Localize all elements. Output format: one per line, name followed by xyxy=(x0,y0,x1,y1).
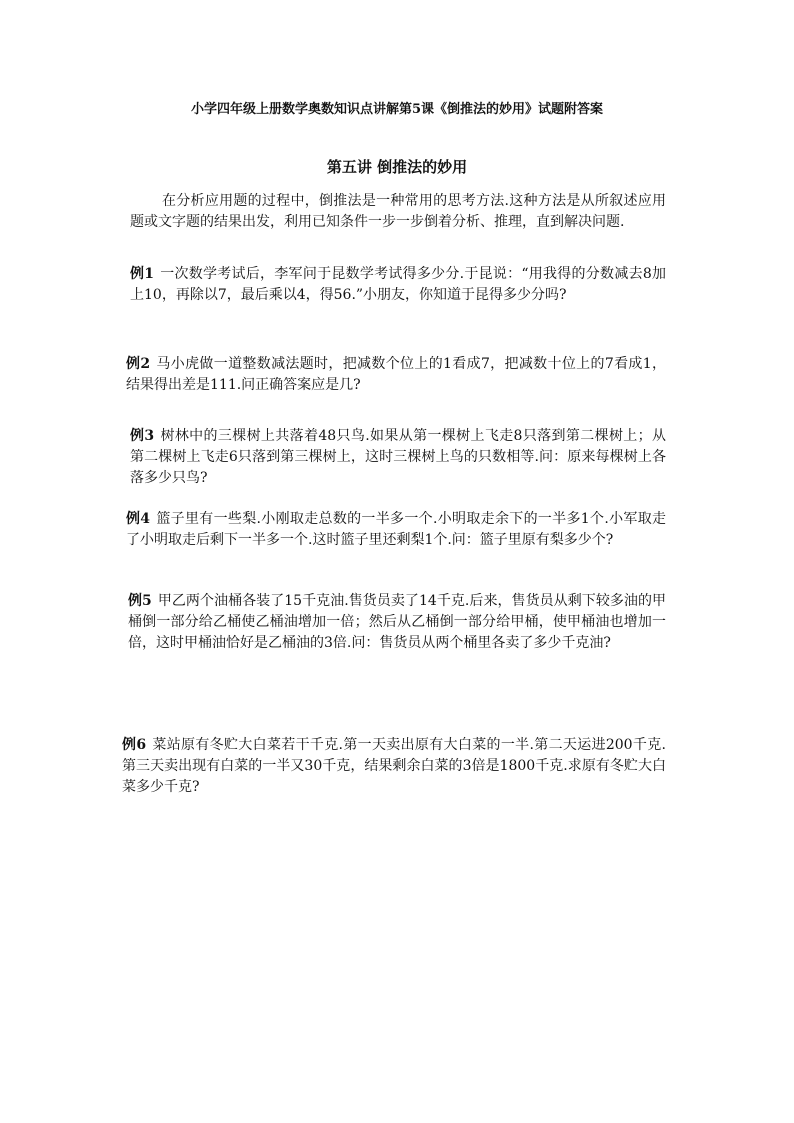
example-5-label: 例5 xyxy=(128,593,152,609)
example-6 xyxy=(122,735,666,798)
example-4 xyxy=(126,509,666,551)
example-2 xyxy=(126,354,666,396)
example-5-text: 甲乙两个油桶各装了15千克油.售货员卖了14千克.后来，售货员从剩下较多油的甲桶倒一部分给乙桶使乙桶油增加一倍；然后从乙桶倒一部分给甲桶，使甲桶油也增加一倍，这时甲桶油恰好是乙桶油的3倍.问：售货员从两个桶里各卖了多少千克油? xyxy=(128,593,666,651)
example-2-text: 马小虎做一道整数减法题时，把减数个位上的1看成7，把减数十位上的7看成1，结果得出差是111.问正确答案应是几? xyxy=(126,356,666,393)
example-3-label: 例3 xyxy=(130,428,155,444)
example-6-text: 菜站原有冬贮大白菜若干千克.第一天卖出原有大白菜的一半.第二天运进200千克.第三天卖出现有白菜的一半又30千克，结果剩余白菜的3倍是1800千克.求原有冬贮大白菜多少千克? xyxy=(122,737,666,795)
example-4-text: 篮子里有一些梨.小刚取走总数的一半多一个.小明取走余下的一半多1个.小军取走了小明取走后剩下一半多一个.这时篮子里还剩梨1个.问：篮子里原有梨多少个? xyxy=(126,511,666,548)
example-5 xyxy=(128,591,666,654)
document-title: 小学四年级上册数学奥数知识点讲解第5课《倒推法的妙用》试题附答案 xyxy=(190,102,604,117)
example-2-label: 例2 xyxy=(126,356,151,372)
example-3 xyxy=(130,426,666,489)
lesson-title: 第五讲 倒推法的妙用 xyxy=(326,158,468,176)
example-4-label: 例4 xyxy=(126,511,151,527)
example-1-text: 一次数学考试后，李军问于昆数学考试得多少分.于昆说：“用我得的分数减去8加上10，再除以7，最后乘以4，得56.”小朋友，你知道于昆得多少分吗? xyxy=(130,266,666,303)
example-6-label: 例6 xyxy=(122,737,147,753)
example-3-text: 树林中的三棵树上共落着48只鸟.如果从第一棵树上飞走8只落到第二棵树上；从第二棵树上飞走6只落到第三棵树上，这时三棵树上鸟的只数相等.问：原来每棵树上各落多少只鸟? xyxy=(130,428,667,486)
example-1-label: 例1 xyxy=(130,266,154,282)
intro-paragraph: 在分析应用题的过程中，倒推法是一种常用的思考方法.这种方法是从所叙述应用题或文字题的结果出发，利用已知条件一步一步倒着分析、推理，直到解决问题. xyxy=(130,193,666,230)
example-1 xyxy=(130,264,666,306)
